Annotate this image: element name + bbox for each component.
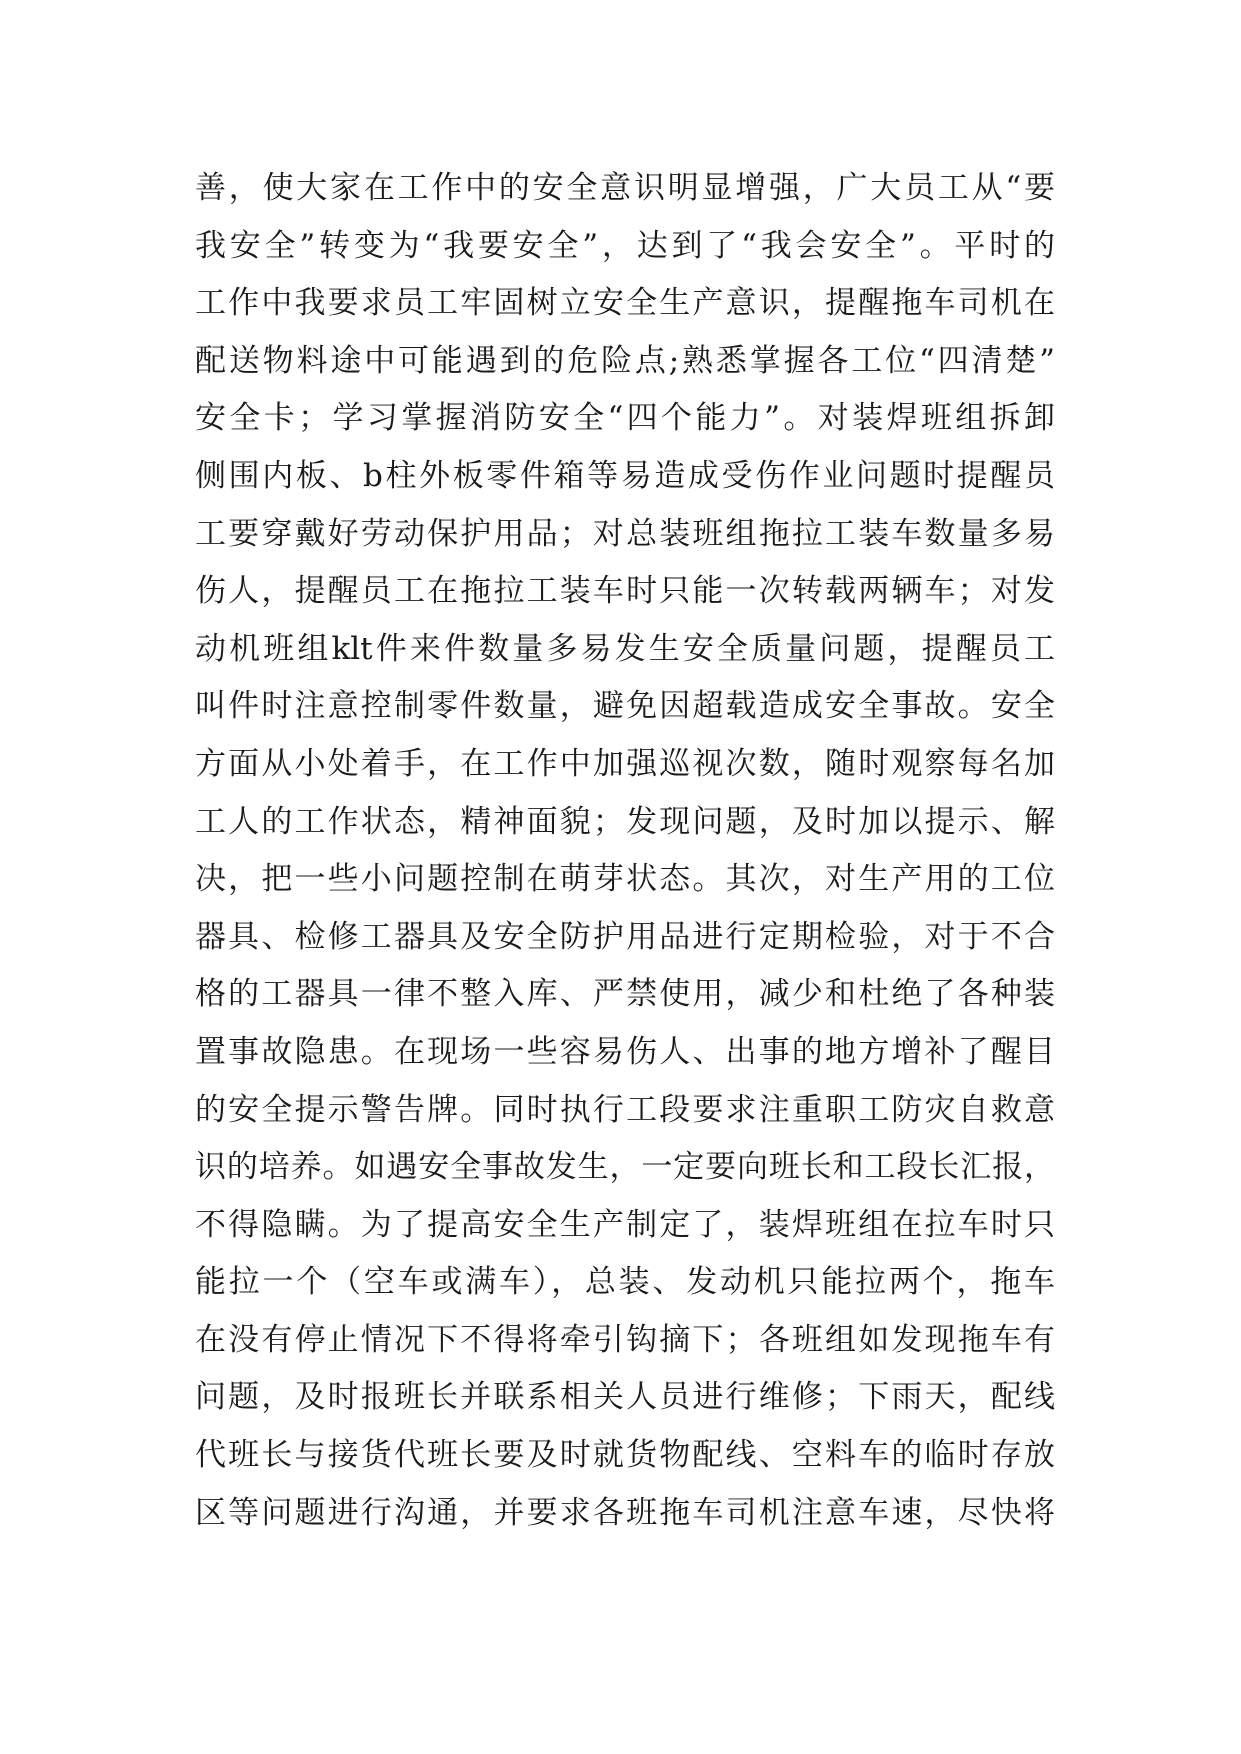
text-line: 动机班组klt件来件数量多易发生安全质量问题，提醒员工 bbox=[195, 630, 1055, 667]
text-line: 格的工器具一律不整入库、严禁使用，减少和杜绝了各种装 bbox=[195, 976, 1055, 1013]
text-line: 伤人，提醒员工在拖拉工装车时只能一次转载两辆车；对发 bbox=[195, 573, 1055, 610]
text-line: 方面从小处着手，在工作中加强巡视次数，随时观察每名加 bbox=[195, 745, 1055, 782]
text-line: 配送物料途中可能遇到的危险点;熟悉掌握各工位“四清楚” bbox=[195, 342, 1055, 379]
text-line: 侧围内板、b柱外板零件箱等易造成受伤作业问题时提醒员 bbox=[195, 457, 1055, 494]
text-line: 工要穿戴好劳动保护用品；对总装班组拖拉工装车数量多易 bbox=[195, 515, 1055, 552]
text-line: 识的培养。如遇安全事故发生，一定要向班长和工段长汇报， bbox=[195, 1149, 1055, 1186]
body-text bbox=[195, 160, 1055, 1542]
text-line: 善，使大家在工作中的安全意识明显增强，广大员工从“要 bbox=[195, 170, 1055, 206]
text-line: 工作中我要求员工牢固树立安全生产意识，提醒拖车司机在 bbox=[195, 285, 1055, 322]
text-line: 工人的工作状态，精神面貌；发现问题，及时加以提示、解 bbox=[195, 803, 1055, 840]
text-line: 置事故隐患。在现场一些容易伤人、出事的地方增补了醒目 bbox=[195, 1033, 1055, 1070]
text-line: 叫件时注意控制零件数量，避免因超载造成安全事故。安全 bbox=[195, 688, 1055, 725]
text-line: 的安全提示警告牌。同时执行工段要求注重职工防灾自救意 bbox=[195, 1091, 1055, 1128]
text-line: 能拉一个（空车或满车），总装、发动机只能拉两个，拖车 bbox=[195, 1264, 1055, 1301]
text-line: 我安全”转变为“我要安全”，达到了“我会安全”。平时的 bbox=[195, 227, 1055, 264]
text-line: 决，把一些小问题控制在萌芽状态。其次，对生产用的工位 bbox=[195, 861, 1055, 898]
text-line: 区等问题进行沟通，并要求各班拖车司机注意车速，尽快将 bbox=[195, 1494, 1055, 1531]
text-line: 安全卡；学习掌握消防安全“四个能力”。对装焊班组拆卸 bbox=[195, 400, 1055, 437]
text-line: 器具、检修工器具及安全防护用品进行定期检验，对于不合 bbox=[195, 918, 1055, 955]
text-line: 代班长与接货代班长要及时就货物配线、空料车的临时存放 bbox=[195, 1437, 1055, 1474]
text-line: 问题，及时报班长并联系相关人员进行维修；下雨天，配线 bbox=[195, 1379, 1055, 1416]
text-line: 不得隐瞒。为了提高安全生产制定了，装焊班组在拉车时只 bbox=[195, 1206, 1055, 1243]
text-line: 在没有停止情况下不得将牵引钩摘下；各班组如发现拖车有 bbox=[195, 1321, 1055, 1358]
